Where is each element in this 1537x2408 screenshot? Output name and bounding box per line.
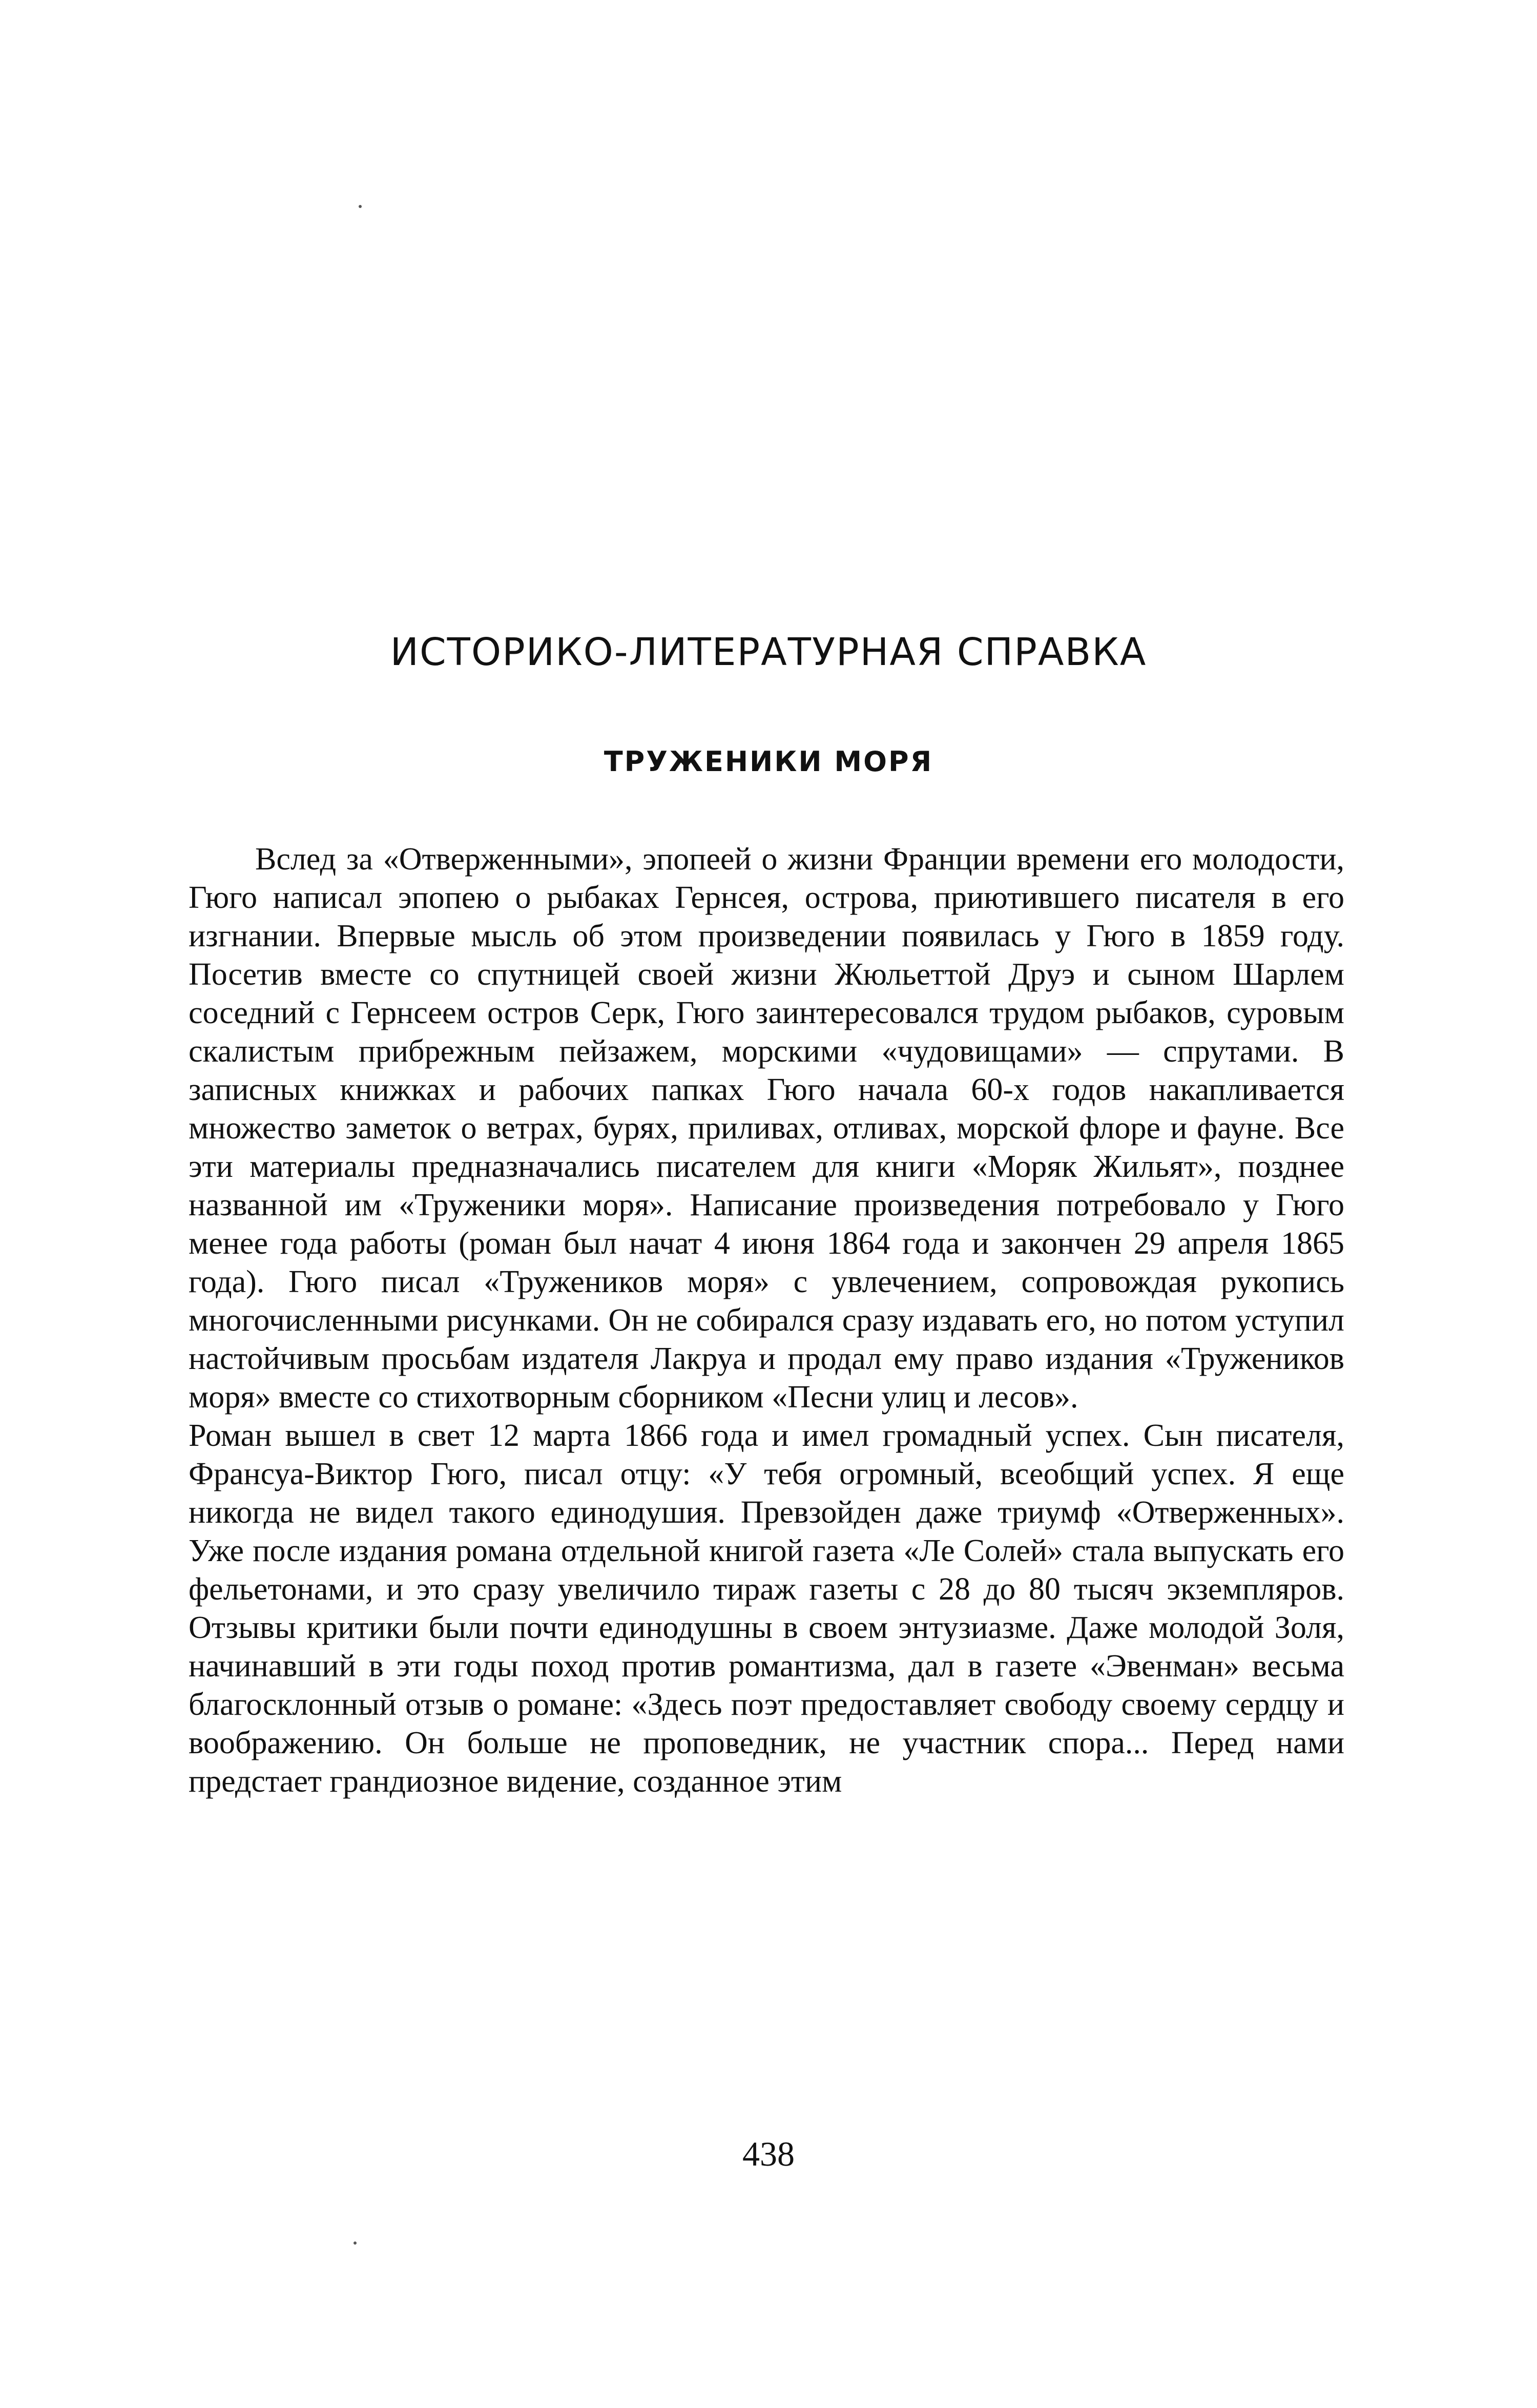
print-speck (359, 205, 362, 208)
paragraph: Роман вышел в свет 12 марта 1866 года и имел громадный успех. Сын писателя, Франсуа-Виктор Гюго, писал отцу: «У тебя огромный, всеобщий успех. Я еще никогда не видел такого единодушия. Превзойден даже триумф «Отверженных». Уже после издания романа отдельной книгой газета «Ле Солей» стала выпускать его фельетонами, и это сразу увеличило тираж газеты с 28 до 80 тысяч экземпляров. Отзывы критики были почти единодушны в своем энтузиазме. Даже молодой Золя, начинавший в эти годы поход против романтизма, дал в газете «Эвенман» весьма благосклонный отзыв о романе: «Здесь поэт предоставляет свободу своему сердцу и воображению. Он больше не проповедник, не участник спора... Перед нами предстает грандиозное видение, созданное этим (189, 1418, 1344, 1799)
paragraph: Вслед за «Отверженными», эпопеей о жизни Франции времени его молодости, Гюго написал эпопею о рыбаках Гернсея, острова, приютившего писателя в его изгнании. Впервые мысль об этом произведении появилась у Гюго в 1859 году. Посетив вместе со спутницей своей жизни Жюльеттой Друэ и сыном Шарлем соседний с Гернсеем остров Серк, Гюго заинтересовался трудом рыбаков, суровым скалистым прибрежным пейзажем, морскими «чудовищами» — спрутами. В записных книжках и рабочих папках Гюго начала 60-х годов накапливается множество заметок о ветрах, бурях, приливах, отливах, морской флоре и фауне. Все эти материалы предназначались писателем для книги «Моряк Жильят», позднее названной им «Труженики моря». Написание произведения потребовало у Гюго менее года работы (роман был начат 4 июня 1864 года и закончен 29 апреля 1865 года). Гюго писал «Тружеников моря» с увлечением, сопровождая рукопись многочисленными рисунками. Он не собирался сразу издавать его, но потом уступил настойчивым просьбам издателя Лакруа и продал ему право издания «Тружеников моря» вместе со стихотворным сборником «Песни улиц и лесов». (189, 842, 1344, 1415)
section-title: ИСТОРИКО-ЛИТЕРАТУРНАЯ СПРАВКА (390, 630, 1147, 674)
chapter-subtitle: ТРУЖЕНИКИ МОРЯ (604, 745, 933, 778)
page-number: 438 (742, 2134, 795, 2173)
article-body (189, 840, 1344, 1801)
print-speck (354, 2241, 357, 2245)
